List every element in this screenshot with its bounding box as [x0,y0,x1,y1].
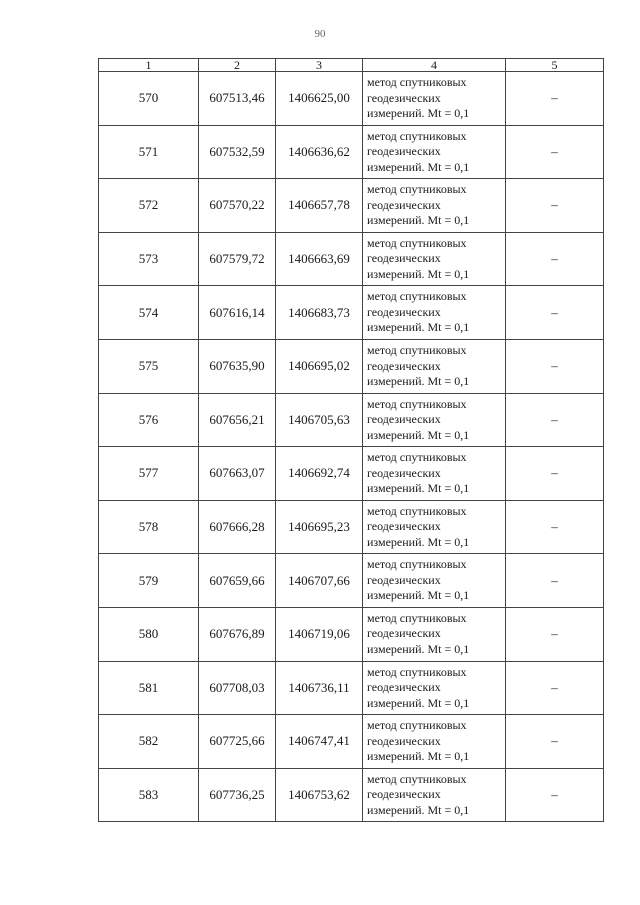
note-cell: – [506,393,604,447]
table-row [99,500,604,554]
column-header-1: 1 [99,59,199,72]
point-number-cell: 570 [99,72,199,126]
point-number-cell: 571 [99,125,199,179]
table-row [99,339,604,393]
note-cell: – [506,661,604,715]
method-cell: метод спутниковых геодезических измерений. Mt = 0,1 [363,339,506,393]
y-coordinate-cell: 1406736,11 [276,661,363,715]
table-row [99,179,604,233]
x-coordinate-cell: 607725,66 [199,715,276,769]
note-cell: – [506,500,604,554]
point-number-cell: 581 [99,661,199,715]
method-cell: метод спутниковых геодезических измерений. Mt = 0,1 [363,607,506,661]
method-cell: метод спутниковых геодезических измерений. Mt = 0,1 [363,447,506,501]
table-row [99,447,604,501]
table-header-row [99,59,604,72]
point-number-cell: 572 [99,179,199,233]
method-cell: метод спутниковых геодезических измерений. Mt = 0,1 [363,554,506,608]
method-cell: метод спутниковых геодезических измерений. Mt = 0,1 [363,286,506,340]
note-cell: – [506,72,604,126]
point-number-cell: 574 [99,286,199,340]
column-header-2: 2 [199,59,276,72]
x-coordinate-cell: 607579,72 [199,232,276,286]
point-number-cell: 576 [99,393,199,447]
method-cell: метод спутниковых геодезических измерений. Mt = 0,1 [363,179,506,233]
note-cell: – [506,768,604,822]
method-cell: метод спутниковых геодезических измерений. Mt = 0,1 [363,768,506,822]
column-header-3: 3 [276,59,363,72]
table-row [99,768,604,822]
table-row [99,554,604,608]
y-coordinate-cell: 1406683,73 [276,286,363,340]
x-coordinate-cell: 607663,07 [199,447,276,501]
y-coordinate-cell: 1406753,62 [276,768,363,822]
point-number-cell: 575 [99,339,199,393]
page-number: 90 [314,28,326,40]
method-cell: метод спутниковых геодезических измерений. Mt = 0,1 [363,661,506,715]
note-cell: – [506,179,604,233]
y-coordinate-cell: 1406695,02 [276,339,363,393]
x-coordinate-cell: 607570,22 [199,179,276,233]
note-cell: – [506,125,604,179]
y-coordinate-cell: 1406625,00 [276,72,363,126]
y-coordinate-cell: 1406705,63 [276,393,363,447]
x-coordinate-cell: 607676,89 [199,607,276,661]
point-number-cell: 573 [99,232,199,286]
method-cell: метод спутниковых геодезических измерений. Mt = 0,1 [363,232,506,286]
method-cell: метод спутниковых геодезических измерений. Mt = 0,1 [363,715,506,769]
y-coordinate-cell: 1406663,69 [276,232,363,286]
table-row [99,125,604,179]
y-coordinate-cell: 1406657,78 [276,179,363,233]
y-coordinate-cell: 1406692,74 [276,447,363,501]
table-row [99,661,604,715]
note-cell: – [506,232,604,286]
point-number-cell: 582 [99,715,199,769]
point-number-cell: 577 [99,447,199,501]
point-number-cell: 578 [99,500,199,554]
note-cell: – [506,607,604,661]
table-row [99,286,604,340]
y-coordinate-cell: 1406707,66 [276,554,363,608]
x-coordinate-cell: 607708,03 [199,661,276,715]
x-coordinate-cell: 607659,66 [199,554,276,608]
x-coordinate-cell: 607513,46 [199,72,276,126]
column-header-4: 4 [363,59,506,72]
point-number-cell: 579 [99,554,199,608]
x-coordinate-cell: 607666,28 [199,500,276,554]
y-coordinate-cell: 1406636,62 [276,125,363,179]
x-coordinate-cell: 607616,14 [199,286,276,340]
method-cell: метод спутниковых геодезических измерений. Mt = 0,1 [363,393,506,447]
method-cell: метод спутниковых геодезических измерений. Mt = 0,1 [363,125,506,179]
x-coordinate-cell: 607656,21 [199,393,276,447]
table-row [99,715,604,769]
coordinates-table [98,58,604,822]
table-row [99,393,604,447]
x-coordinate-cell: 607736,25 [199,768,276,822]
x-coordinate-cell: 607635,90 [199,339,276,393]
method-cell: метод спутниковых геодезических измерений. Mt = 0,1 [363,500,506,554]
point-number-cell: 583 [99,768,199,822]
note-cell: – [506,447,604,501]
table-row [99,232,604,286]
y-coordinate-cell: 1406719,06 [276,607,363,661]
note-cell: – [506,339,604,393]
table-body [99,72,604,822]
note-cell: – [506,286,604,340]
column-header-5: 5 [506,59,604,72]
y-coordinate-cell: 1406695,23 [276,500,363,554]
table-row [99,72,604,126]
y-coordinate-cell: 1406747,41 [276,715,363,769]
note-cell: – [506,715,604,769]
x-coordinate-cell: 607532,59 [199,125,276,179]
point-number-cell: 580 [99,607,199,661]
method-cell: метод спутниковых геодезических измерений. Mt = 0,1 [363,72,506,126]
table-row [99,607,604,661]
note-cell: – [506,554,604,608]
